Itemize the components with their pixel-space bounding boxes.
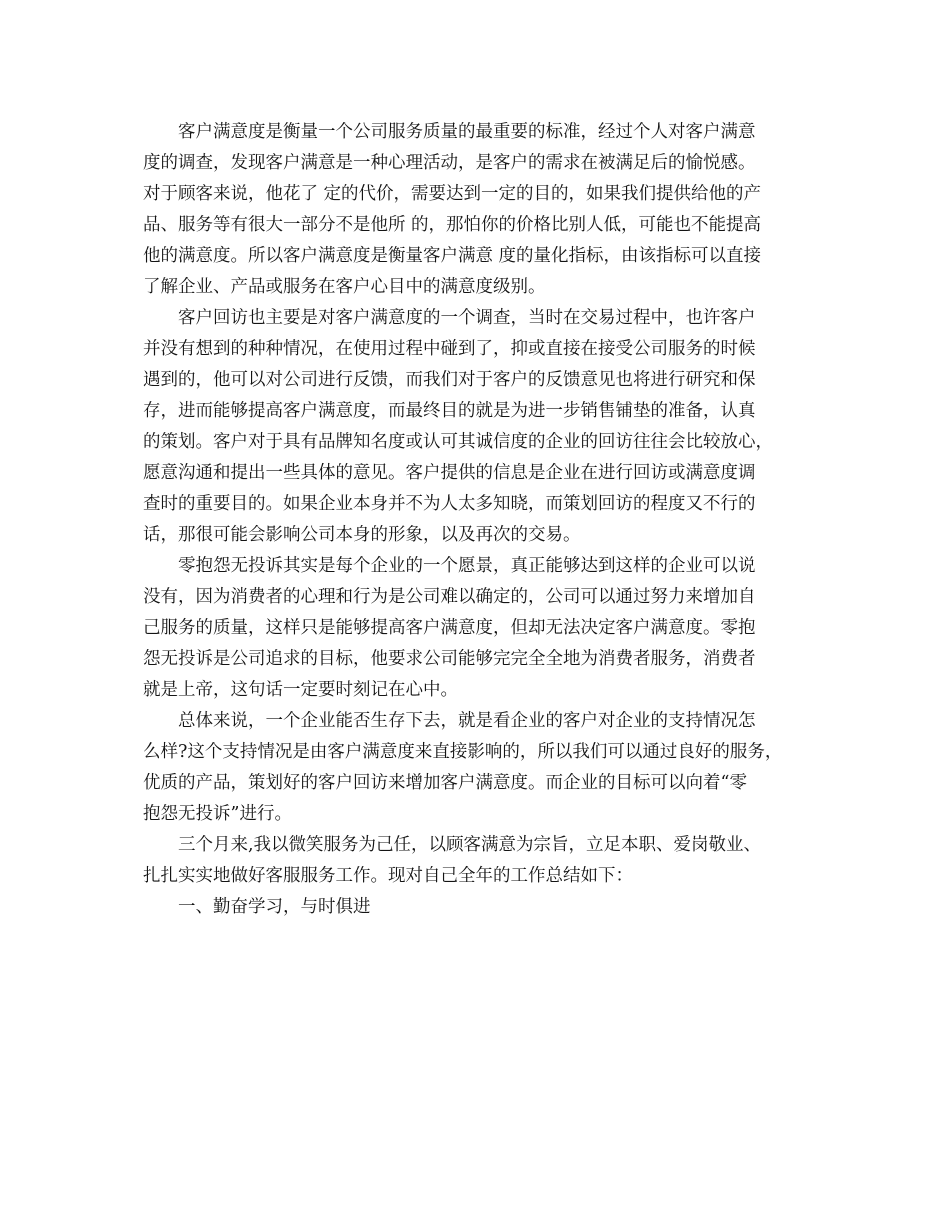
- section-heading: [143, 892, 808, 923]
- text-line: 客户回访也主要是对客户满意度的一个调查，当时在交易过程中，也许客户: [178, 308, 756, 328]
- text-line: 对于顾客来说，他花了 定的代价，需要达到一定的目的，如果我们提供给他的产: [143, 184, 762, 204]
- text-line: 了解企业、产品或服务在客户心目中的满意度级别。: [143, 277, 546, 297]
- text-line: 查时的重要目的。如果企业本身并不为人太多知晓，而策划回访的程度又不行的: [143, 494, 756, 514]
- text-line: 遇到的，他可以对公司进行反馈，而我们对于客户的反馈意见也将进行研究和保: [143, 370, 756, 390]
- paragraph-three-months: [143, 830, 808, 892]
- text-line: 存，进而能够提高客户满意度，而最终目的就是为进一步销售铺垫的准备，认真: [143, 401, 756, 421]
- text-line: 度的调查，发现客户满意是一种心理活动，是客户的需求在被满足后的愉悦感。: [143, 153, 756, 173]
- text-line: 扎扎实实地做好客服服务工作。现对自己全年的工作总结如下：: [143, 866, 633, 886]
- text-line: 怨无投诉是公司追求的目标，他要求公司能够完完全全地为消费者服务，消费者: [143, 649, 756, 669]
- text-line: 客户满意度是衡量一个公司服务质量的最重要的标准，经过个人对客户满意: [178, 122, 756, 142]
- text-line: 总体来说，一个企业能否生存下去，就是看企业的客户对企业的支持情况怎: [178, 711, 756, 731]
- text-line: 的策划。客户对于具有品牌知名度或认可其诚信度的企业的回访往往会比较放心，: [143, 432, 773, 452]
- text-line: 没有，因为消费者的心理和行为是公司难以确定的，公司可以通过努力来增加自: [143, 587, 756, 607]
- text-line: 优质的产品，策划好的客户回访来增加客户满意度。而企业的目标可以向着“零: [143, 773, 747, 793]
- document-body: [143, 117, 808, 923]
- heading-line: 一、勤奋学习，与时俱进: [178, 897, 371, 917]
- text-line: 他的满意度。所以客户满意度是衡量客户满意 度的量化指标，由该指标可以直接: [143, 246, 762, 266]
- text-line: 么样?这个支持情况是由客户满意度来直接影响的，所以我们可以通过良好的服务，: [143, 742, 783, 762]
- text-line: 三个月来,我以微笑服务为己任，以顾客满意为宗旨，立足本职、爱岗敬业、: [178, 835, 762, 855]
- paragraph-overall: [143, 706, 808, 830]
- text-line: 抱怨无投诉”进行。: [143, 804, 292, 824]
- paragraph-customer-revisit: [143, 303, 808, 551]
- text-line: 愿意沟通和提出一些具体的意见。客户提供的信息是企业在进行回访或满意度调: [143, 463, 756, 483]
- paragraph-zero-complaints: [143, 551, 808, 706]
- text-line: 并没有想到的种种情况，在使用过程中碰到了，抑或直接在接受公司服务的时候: [143, 339, 756, 359]
- text-line: 话，那很可能会影响公司本身的形象，以及再次的交易。: [143, 525, 581, 545]
- paragraph-satisfaction: [143, 117, 808, 303]
- text-line: 品、服务等有很大一部分不是他所 的，那怕你的价格比别人低，可能也不能提高: [143, 215, 762, 235]
- text-line: 就是上帝，这句话一定要时刻记在心中。: [143, 680, 458, 700]
- text-line: 零抱怨无投诉其实是每个企业的一个愿景，真正能够达到这样的企业可以说: [178, 556, 756, 576]
- text-line: 己服务的质量，这样只是能够提高客户满意度，但却无法决定客户满意度。零抱: [143, 618, 756, 638]
